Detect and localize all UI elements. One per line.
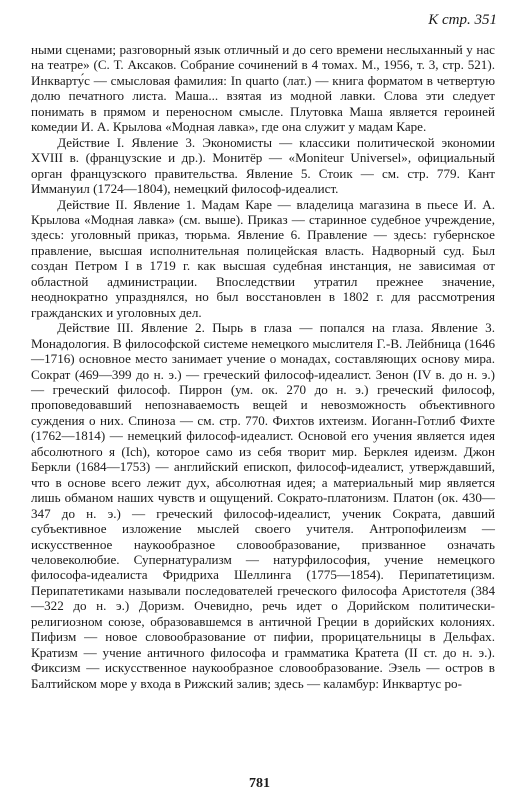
commentary-paragraph-act-1: Действие I. Явление 3. Экономисты — классики политической экономии XVIII в. (французские и др.). Монитёр — «Moniteur Universel», официальный орган французского правительства. Явление 5. Стоик — см. стр. 779. Кант Иммануил (1724—1804), немецкий философ-идеалист. (31, 134, 495, 197)
commentary-paragraph-act-3: Действие III. Явление 2. Пырь в глаза — попался на глаза. Явление 3. Монадология. В философской системе немецкого мыслителя Г.-В. Лейбница (1646—1716) основное место занимает учение о монадах, составляющих основу мира. Сократ (469—399 до н. э.) — греческий философ-идеалист. Зенон (IV в. до н. э.) — греческий философ. Пиррон (ум. ок. 270 до н. э.) греческий философ, проповедовавший непознаваемость вещей и невозможность объективного суждения о них. Спиноза — см. стр. 770. Фихтов ихтеизм. Иоганн-Готлиб Фихте (1762—1814) — немецкий философ-идеалист. Основой его учения является идея абсолютного я (Ich), которое само из себя творит мир. Берклея идеизм. Джон Беркли (1684—1753) — английский епископ, философ-идеалист, утверждавший, что в основе всего лежит дух, абсолютная идея; а материальный мир является лишь обманом наших чувств и ощущений. Сократо-платонизм. Платон (ок. 430—347 до н. э.) — греческий философ-идеалист, ученик Сократа, давший субъективное изложение мыслей своего учителя. Антропофилеизм — искусственное наукообразное словообразование, призванное означать человеколюбие. Супернатурализм — натурфилософия, учение немецкого философа-идеалиста Фридриха Шеллинга (1775—1854). Перипатетицизм. Перипатетиками называли последователей греческого философа Аристотеля (384—322 до н. э.) Доризм. Очевидно, речь идет о Дорийском политически-религиозном союзе, образовавшемся в античной Греции в дорийских колониях. Пифизм — новое словообразование от пифии, прорицательницы в Дельфах. Кратизм — учение античного философа и грамматика Кратета (II ст. до н. э.). Фиксизм — искусственное наукообразное словообразование. Эзель — остров в Балтийском море у входа в Рижский залив; здесь — каламбур: Инквартус ро- (31, 320, 495, 691)
commentary-paragraph-act-2: Действие II. Явление 1. Мадам Каре — владелица магазина в пьесе И. А. Крылова «Модная лавка» (см. выше). Приказ — старинное судебное учреждение, здесь: уголовный приказ, тюрьма. Явление 6. Правление — здесь: губернское правление, высшая исполнительная полицейская власть. Надворный суд. Был создан Петром I в 1719 г. как высшая судебная инстанция, не зависимая от областной администрации. Впоследствии утратил прежнее значение, неоднократно упразднялся, но был восстановлен в 1802 г. для рассмотрения гражданских и уголовных дел. (31, 196, 495, 320)
page-number: 781 (249, 776, 270, 791)
commentary-text (31, 42, 495, 691)
running-header: К стр. 351 (428, 12, 497, 28)
commentary-paragraph-intro: ными сценами; разговорный язык отличный и до сего времени неслыханный у нас на театре» (С. Т. Аксаков. Собрание сочинений в 4 томах. М., 1956, т. 3, стр. 521). Инкварту́с — смысловая фамилия: In quarto (лат.) — книга форматом в четвертую долю печатного листа. Маша... взятая из модной лавки. Слова эти следует понимать в прямом и переносном смысле. Плутовка Маша является героиней комедии И. А. Крылова «Модная лавка», где она служит у мадам Каре. (31, 42, 495, 135)
